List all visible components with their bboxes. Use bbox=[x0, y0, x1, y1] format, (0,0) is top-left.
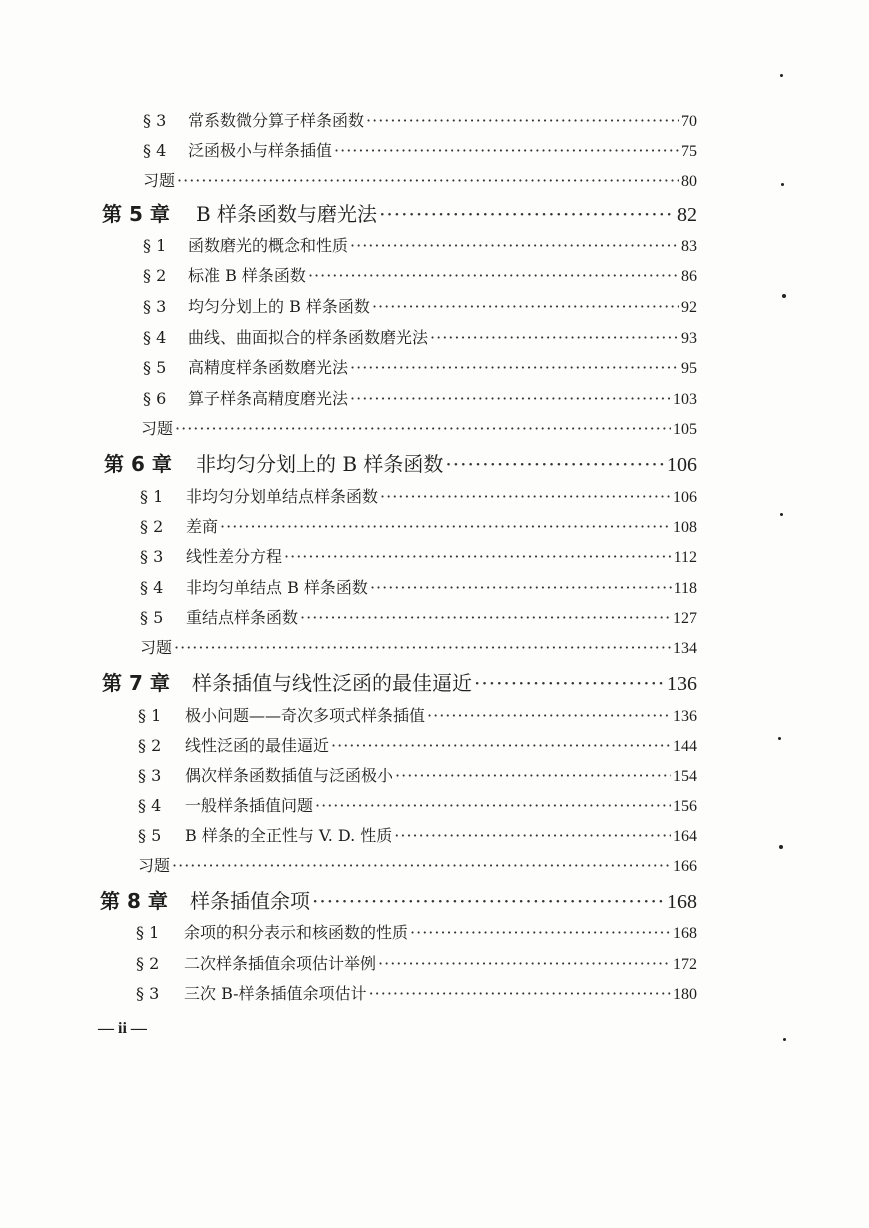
toc-entry bbox=[140, 605, 697, 628]
entry-title: 标准 B 样条函数 bbox=[188, 266, 306, 285]
entry-title: 算子样条高精度磨光法 bbox=[188, 389, 349, 408]
entry-title: 线性泛函的最佳逼近 bbox=[185, 736, 330, 755]
entry-title: 习题 bbox=[143, 171, 176, 190]
toc-entry bbox=[140, 544, 697, 567]
toc-entry bbox=[143, 263, 697, 286]
entry-page: 103 bbox=[673, 391, 697, 408]
chapter-title: B 样条函数与磨光法 bbox=[196, 202, 378, 226]
entry-page: 156 bbox=[673, 798, 697, 815]
entry-number: § 2 bbox=[138, 736, 162, 755]
entry-number: § 5 bbox=[143, 358, 167, 377]
chapter-page: 106 bbox=[667, 454, 697, 476]
leader-dots bbox=[172, 856, 671, 875]
entry-title: 差商 bbox=[186, 517, 219, 536]
chapter-number: 第 7 章 bbox=[102, 671, 170, 695]
leader-dots bbox=[308, 266, 679, 285]
leader-dots bbox=[350, 389, 671, 408]
entry-page: 75 bbox=[681, 143, 697, 160]
entry-title: 偶次样条函数插值与泛函极小 bbox=[185, 766, 394, 785]
leader-dots bbox=[369, 984, 671, 1003]
toc-entry bbox=[143, 386, 697, 409]
entry-page: 86 bbox=[681, 268, 697, 285]
entry-number: § 2 bbox=[136, 954, 160, 973]
toc-entry bbox=[138, 703, 697, 726]
chapter-number: 第 5 章 bbox=[102, 202, 170, 226]
entry-number: § 2 bbox=[143, 266, 167, 285]
chapter-page: 168 bbox=[667, 891, 697, 913]
entry-title: B 样条的全正性与 V. D. 性质 bbox=[185, 826, 393, 845]
leader-dots bbox=[334, 141, 679, 160]
scan-speck bbox=[779, 845, 783, 849]
toc-entry-exercises bbox=[141, 416, 697, 439]
chapter-title: 样条插值与线性泛函的最佳逼近 bbox=[192, 671, 472, 695]
entry-page: 180 bbox=[673, 986, 697, 1003]
toc-entry bbox=[143, 355, 697, 378]
leader-dots bbox=[474, 671, 665, 695]
entry-number: § 1 bbox=[140, 487, 164, 506]
page-footer: — ii — bbox=[98, 1020, 147, 1037]
entry-page: 172 bbox=[673, 956, 697, 973]
leader-dots bbox=[379, 202, 675, 226]
toc-entry-exercises bbox=[143, 168, 697, 191]
entry-page: 83 bbox=[681, 238, 697, 255]
entry-number: § 6 bbox=[143, 389, 167, 408]
toc-entry bbox=[136, 920, 697, 943]
entry-number: § 4 bbox=[138, 796, 162, 815]
leader-dots bbox=[331, 736, 671, 755]
chapter-page: 136 bbox=[667, 673, 697, 695]
entry-title: 高精度样条函数磨光法 bbox=[188, 358, 349, 377]
toc-entry bbox=[138, 763, 697, 786]
entry-number: § 3 bbox=[143, 297, 167, 316]
entry-title: 余项的积分表示和核函数的性质 bbox=[184, 923, 409, 942]
entry-page: 168 bbox=[673, 925, 697, 942]
entry-page: 166 bbox=[673, 858, 697, 875]
toc-entry bbox=[143, 325, 697, 348]
scan-speck bbox=[781, 183, 784, 186]
entry-title: 一般样条插值问题 bbox=[185, 796, 314, 815]
entry-number: § 1 bbox=[136, 923, 160, 942]
toc-entry bbox=[140, 514, 697, 537]
leader-dots bbox=[395, 766, 671, 785]
entry-title: 习题 bbox=[141, 419, 174, 438]
entry-page: 144 bbox=[673, 738, 697, 755]
entry-number: § 3 bbox=[138, 766, 162, 785]
entry-page: 164 bbox=[673, 828, 697, 845]
entry-page: 106 bbox=[673, 489, 697, 506]
entry-number: § 4 bbox=[143, 141, 167, 160]
leader-dots bbox=[350, 236, 679, 255]
toc-entry bbox=[143, 138, 697, 161]
entry-number: § 4 bbox=[143, 328, 167, 347]
entry-number: § 4 bbox=[140, 578, 164, 597]
entry-title: 函数磨光的概念和性质 bbox=[188, 236, 349, 255]
entry-title: 常系数微分算子样条函数 bbox=[188, 111, 365, 130]
leader-dots bbox=[220, 517, 671, 536]
leader-dots bbox=[370, 578, 672, 597]
toc-entry bbox=[138, 823, 697, 846]
entry-page: 136 bbox=[673, 708, 697, 725]
entry-number: § 3 bbox=[140, 547, 164, 566]
entry-title: 习题 bbox=[140, 638, 173, 657]
chapter-title: 样条插值余项 bbox=[190, 889, 310, 913]
entry-page: 93 bbox=[681, 330, 697, 347]
toc-chapter bbox=[102, 667, 697, 696]
entry-number: § 3 bbox=[136, 984, 160, 1003]
leader-dots bbox=[284, 547, 672, 566]
entry-number: § 5 bbox=[138, 826, 162, 845]
scan-speck bbox=[780, 74, 783, 77]
entry-page: 92 bbox=[681, 299, 697, 316]
leader-dots bbox=[300, 608, 671, 627]
toc-chapter bbox=[100, 885, 697, 914]
leader-dots bbox=[378, 954, 671, 973]
entry-title: 线性差分方程 bbox=[186, 547, 283, 566]
entry-title: 习题 bbox=[138, 856, 171, 875]
leader-dots bbox=[366, 111, 679, 130]
leader-dots bbox=[410, 923, 671, 942]
scan-speck bbox=[783, 1038, 786, 1041]
entry-title: 曲线、曲面拟合的样条函数磨光法 bbox=[188, 328, 429, 347]
entry-page: 108 bbox=[673, 519, 697, 536]
toc-entry bbox=[143, 233, 697, 256]
toc-entry bbox=[138, 733, 697, 756]
entry-number: § 1 bbox=[138, 706, 162, 725]
entry-number: § 5 bbox=[140, 608, 164, 627]
leader-dots bbox=[445, 452, 665, 476]
toc-entry bbox=[143, 294, 697, 317]
leader-dots bbox=[372, 297, 679, 316]
entry-title: 非均匀单结点 B 样条函数 bbox=[186, 578, 368, 597]
leader-dots bbox=[174, 638, 671, 657]
leader-dots bbox=[394, 826, 671, 845]
entry-page: 154 bbox=[673, 768, 697, 785]
entry-title: 泛函极小与样条插值 bbox=[188, 141, 333, 160]
scan-speck bbox=[782, 294, 786, 298]
toc-entry bbox=[136, 951, 697, 974]
entry-title: 二次样条插值余项估计举例 bbox=[184, 954, 377, 973]
entry-title: 非均匀分划单结点样条函数 bbox=[186, 487, 379, 506]
entry-page: 134 bbox=[673, 640, 697, 657]
entry-page: 118 bbox=[673, 580, 697, 597]
entry-number: § 2 bbox=[140, 517, 164, 536]
scan-speck bbox=[778, 737, 781, 740]
leader-dots bbox=[175, 419, 671, 438]
entry-page: 95 bbox=[681, 360, 697, 377]
chapter-title: 非均匀分划上的 B 样条函数 bbox=[196, 452, 444, 476]
toc-entry bbox=[140, 575, 697, 598]
entry-page: 105 bbox=[673, 421, 697, 438]
toc-entry bbox=[140, 484, 697, 507]
toc-entry bbox=[143, 108, 697, 131]
entry-title: 三次 B-样条插值余项估计 bbox=[184, 984, 367, 1003]
leader-dots bbox=[427, 706, 671, 725]
entry-page: 70 bbox=[681, 113, 697, 130]
toc-chapter bbox=[104, 448, 697, 477]
entry-page: 112 bbox=[673, 549, 697, 566]
entry-page: 80 bbox=[681, 173, 697, 190]
entry-title: 重结点样条函数 bbox=[186, 608, 299, 627]
chapter-number: 第 8 章 bbox=[100, 889, 168, 913]
leader-dots bbox=[380, 487, 671, 506]
toc-entry-exercises bbox=[138, 853, 697, 876]
leader-dots bbox=[350, 358, 679, 377]
entry-title: 极小问题——奇次多项式样条插值 bbox=[185, 706, 426, 725]
entry-page: 127 bbox=[673, 610, 697, 627]
leader-dots bbox=[312, 889, 665, 913]
leader-dots bbox=[315, 796, 671, 815]
entry-number: § 1 bbox=[143, 236, 167, 255]
toc-entry bbox=[138, 793, 697, 816]
leader-dots bbox=[430, 328, 679, 347]
chapter-page: 82 bbox=[677, 204, 697, 226]
scan-speck bbox=[780, 513, 783, 516]
toc-chapter bbox=[102, 198, 697, 227]
chapter-number: 第 6 章 bbox=[104, 452, 172, 476]
entry-number: § 3 bbox=[143, 111, 167, 130]
toc-entry bbox=[136, 981, 697, 1004]
toc-entry-exercises bbox=[140, 635, 697, 658]
leader-dots bbox=[177, 171, 679, 190]
entry-title: 均匀分划上的 B 样条函数 bbox=[188, 297, 370, 316]
